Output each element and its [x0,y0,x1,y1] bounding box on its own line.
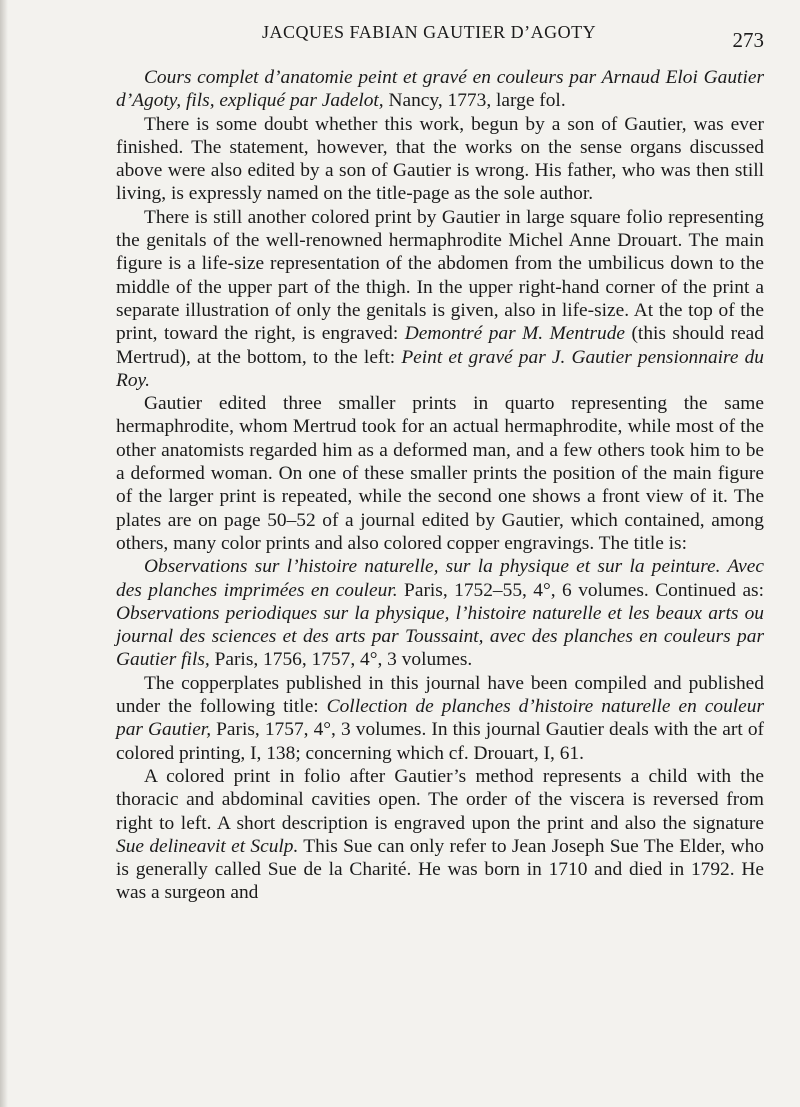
paragraph-cours-complet [116,66,764,113]
paragraph-child-print [116,765,764,905]
text-run: This Sue can only refer to Jean Joseph Sue The Elder, who is generally called Sue de la Charité. He was born in 1710 and died in 1792. He was a surgeon and [116,835,764,904]
text-run: Observations periodiques sur la physique, l’histoire naturelle et les beaux arts ou journal des sciences et des arts par Toussaint, avec des planches en couleurs par Gautier fils, [116,602,764,671]
text-run: There is still another colored print by Gautier in large square folio representing the genitals of the well-renowned hermaphrodite Michel Anne Drouart. The main figure is a life-size representation of the abdomen from the umbilicus down to the middle of the upper part of the thigh. In the upper right-hand corner of the print a separate illustration of only the genitals is given, also in life-size. At the top of the print, toward the right, is engraved: [116,206,764,345]
text-run: Observations sur l’histoire naturelle, sur la physique et sur la peinture. Avec des planches imprimées en couleur. [116,556,764,601]
text-run: Cours complet d’anatomie peint et gravé en couleurs par Arnaud Eloi Gautier d’Agoty, fils, expliqué par Jadelot, [116,67,764,112]
page-gutter-shadow [0,0,8,1107]
text-run: Gautier edited three smaller prints in quarto representing the same hermaphrodite, whom Mertrud took for an actual hermaphrodite, while most of the other anatomists regarded him as a deformed man, and a few others took him to be a deformed woman. On one of these smaller prints the position of the main figure of the larger print is repeated, while the second one shows a front view of it. The plates are on page 50–52 of a journal edited by Gautier, which contained, among others, many color prints and also colored copper engravings. The title is: [116,393,764,554]
body-text [116,66,764,905]
text-run: Nancy, 1773, large fol. [383,90,566,112]
text-run: The copperplates published in this journal have been compiled and published under the following title: [116,672,764,718]
text-run: Demontré par M. Mentrude [404,323,625,345]
text-run: There is some doubt whether this work, begun by a son of Gautier, was ever finished. The statement, however, that the works on the sense organs discussed above were also edited by a son of Gautier is wrong. His father, who was then still living, is expressly named on the title-page as the sole author. [116,113,764,205]
text-run: Paris, 1757, 4°, 3 volumes. In this journal Gautier deals with the art of colored printing, I, 138; concerning which cf. Drouart, I, 61. [116,719,764,764]
paragraph-hermaphrodite-print [116,206,764,392]
paragraph-copperplates [116,672,764,765]
text-run: A colored print in folio after Gautier’s method represents a child with the thoracic and abdominal cavities open. The order of the viscera is reversed from right to left. A short description is engraved upon the print and also the signature [116,765,764,834]
running-title: JACQUES FABIAN GAUTIER D’AGOTY [262,22,597,42]
text-run: (this should read Mertrud), at the bottom, to the left: [116,323,764,368]
page-header [0,22,800,56]
paragraph-observations-title [116,555,764,671]
text-run: Sue delineavit et Sculp. [116,835,299,857]
text-run: Peint et gravé par J. Gautier pensionnaire du Roy. [116,346,764,391]
text-run: Collection de planches d’histoire naturelle en couleur par Gautier, [116,696,764,741]
paragraph-smaller-prints [116,392,764,555]
text-run: Paris, 1752–55, 4°, 6 volumes. Continued as: [397,579,764,601]
text-run: Paris, 1756, 1757, 4°, 3 volumes. [209,649,473,671]
paragraph-doubt [116,113,764,206]
page-number: 273 [732,28,764,52]
